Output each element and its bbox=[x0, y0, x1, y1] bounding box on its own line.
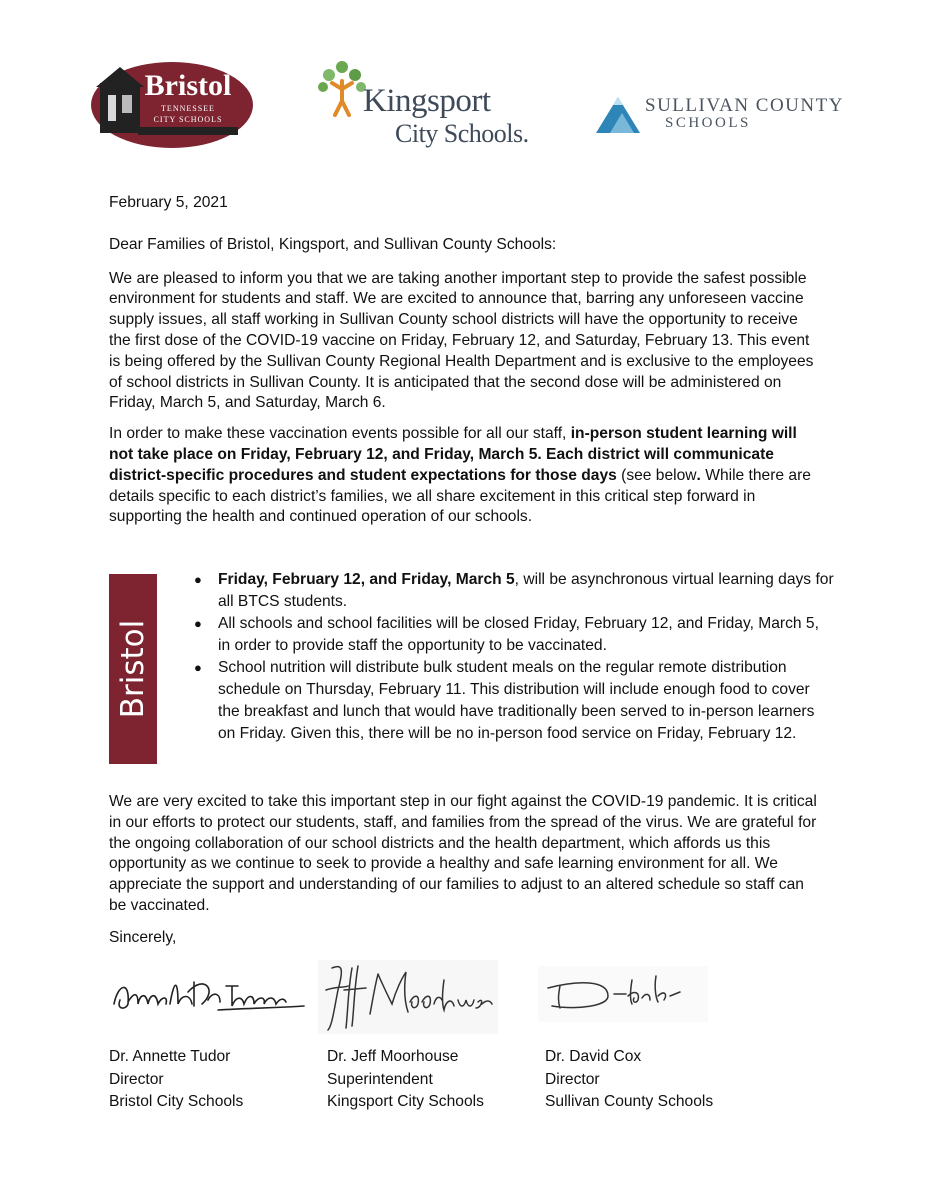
sign-off: Sincerely, bbox=[109, 929, 177, 946]
district-label: Bristol bbox=[115, 619, 151, 719]
para2-bold-2: . bbox=[696, 466, 701, 484]
signature-annette-tudor bbox=[108, 970, 308, 1020]
signer-title: Director bbox=[545, 1070, 600, 1088]
signer-org: Kingsport City Schools bbox=[327, 1093, 484, 1110]
sullivan-logo-line1: SULLIVAN COUNTY bbox=[645, 95, 844, 116]
signer-block bbox=[545, 1046, 713, 1114]
signature-jeff-moorhouse bbox=[318, 960, 498, 1034]
signer-block bbox=[327, 1046, 484, 1114]
bullet-item bbox=[194, 569, 834, 613]
para2-text-2: (see below bbox=[616, 466, 697, 484]
bullet-bold: Friday, February 12, and Friday, March 5 bbox=[218, 571, 515, 588]
mountain-icon bbox=[592, 89, 644, 135]
bristol-bullet-list bbox=[194, 569, 834, 745]
kingsport-logo-sub: City Schools. bbox=[395, 119, 529, 148]
bristol-city-schools-logo bbox=[90, 61, 255, 149]
signer-block bbox=[109, 1046, 243, 1114]
letter-body bbox=[109, 193, 819, 528]
para2-text-3: While there are details specific to each district’s families, we all share excitement in this critical step forward in supporting the health and continued operation of our schools. bbox=[109, 466, 811, 526]
paragraph-schedule-change bbox=[109, 424, 819, 528]
signer-title: Superintendent bbox=[327, 1070, 433, 1088]
letter-date: February 5, 2021 bbox=[109, 194, 228, 211]
signer-name: Dr. Annette Tudor bbox=[109, 1048, 231, 1065]
letter-greeting: Dear Families of Bristol, Kingsport, and Sullivan County Schools: bbox=[109, 235, 557, 253]
kingsport-logo-name: Kingsport bbox=[363, 83, 491, 119]
bristol-logo-line2: CITY SCHOOLS bbox=[153, 115, 223, 124]
bullet-item bbox=[194, 613, 834, 657]
signer-org: Bristol City Schools bbox=[109, 1093, 244, 1110]
para2-text-1: In order to make these vaccination events possible for all our staff, bbox=[109, 425, 571, 443]
signer-org: Sullivan County Schools bbox=[545, 1093, 714, 1110]
bullet-text: School nutrition will distribute bulk student meals on the regular remote distribution schedule on Thursday, February 11. This distribution will include enough food to cover the breakfast and lunch that would have traditionally been served to in-person learners on Friday. Given this, there will be no in-person food service on Friday, February 12. bbox=[218, 659, 815, 742]
paragraph-vaccine-announcement: We are pleased to inform you that we are taking another important step to provide the safest possible environment for students and staff. We are excited to announce that, barring any unforeseen vaccine supply issues, all staff working in Sullivan County school districts will have the opportunity to receive the first dose of the COVID-19 vaccine on Friday, February 12, and Saturday, February 13. This event is being offered by the Sullivan County Regional Health Department and is exclusive to the employees of school districts in Sullivan County. It is anticipated that the second dose will be administered on Friday, March 5, and Saturday, March 6. bbox=[109, 269, 814, 412]
bullet-text: All schools and school facilities will be closed Friday, February 12, and Friday, March 5, in order to provide staff the opportunity to be vaccinated. bbox=[218, 615, 819, 654]
para2-bold-1: in-person student learning will not take place on Friday, February 12, and Friday, March 5. Each district will communicate district-specific procedures and student expectations for those days bbox=[109, 425, 797, 484]
paragraph-closing: We are very excited to take this important step in our fight against the COVID-19 pandemic. It is critical in our efforts to protect our students, staff, and families from the spread of the virus. We are grateful for the ongoing collaboration of our school districts and the health department, which affords us this opportunity as we continue to seek to provide a healthy and safe learning environment for all. We appreciate the support and understanding of our families to adjust to an altered schedule so staff can be vaccinated. bbox=[109, 793, 817, 914]
kingsport-city-schools-logo bbox=[315, 59, 535, 155]
sullivan-county-schools-logo bbox=[592, 87, 872, 147]
bristol-logo-line1: TENNESSEE bbox=[161, 104, 215, 113]
signer-title: Director bbox=[109, 1070, 164, 1088]
bristol-logo-name: Bristol bbox=[144, 69, 232, 102]
bullet-text: , will be asynchronous virtual learning days for all BTCS students. bbox=[218, 571, 834, 610]
district-label-bar bbox=[109, 574, 157, 764]
sullivan-logo-line2: SCHOOLS bbox=[665, 115, 751, 131]
bullet-item bbox=[194, 657, 834, 745]
signature-david-cox bbox=[538, 966, 708, 1022]
logo-header bbox=[0, 55, 927, 165]
signer-name: Dr. David Cox bbox=[545, 1048, 642, 1065]
signer-name: Dr. Jeff Moorhouse bbox=[327, 1048, 459, 1065]
